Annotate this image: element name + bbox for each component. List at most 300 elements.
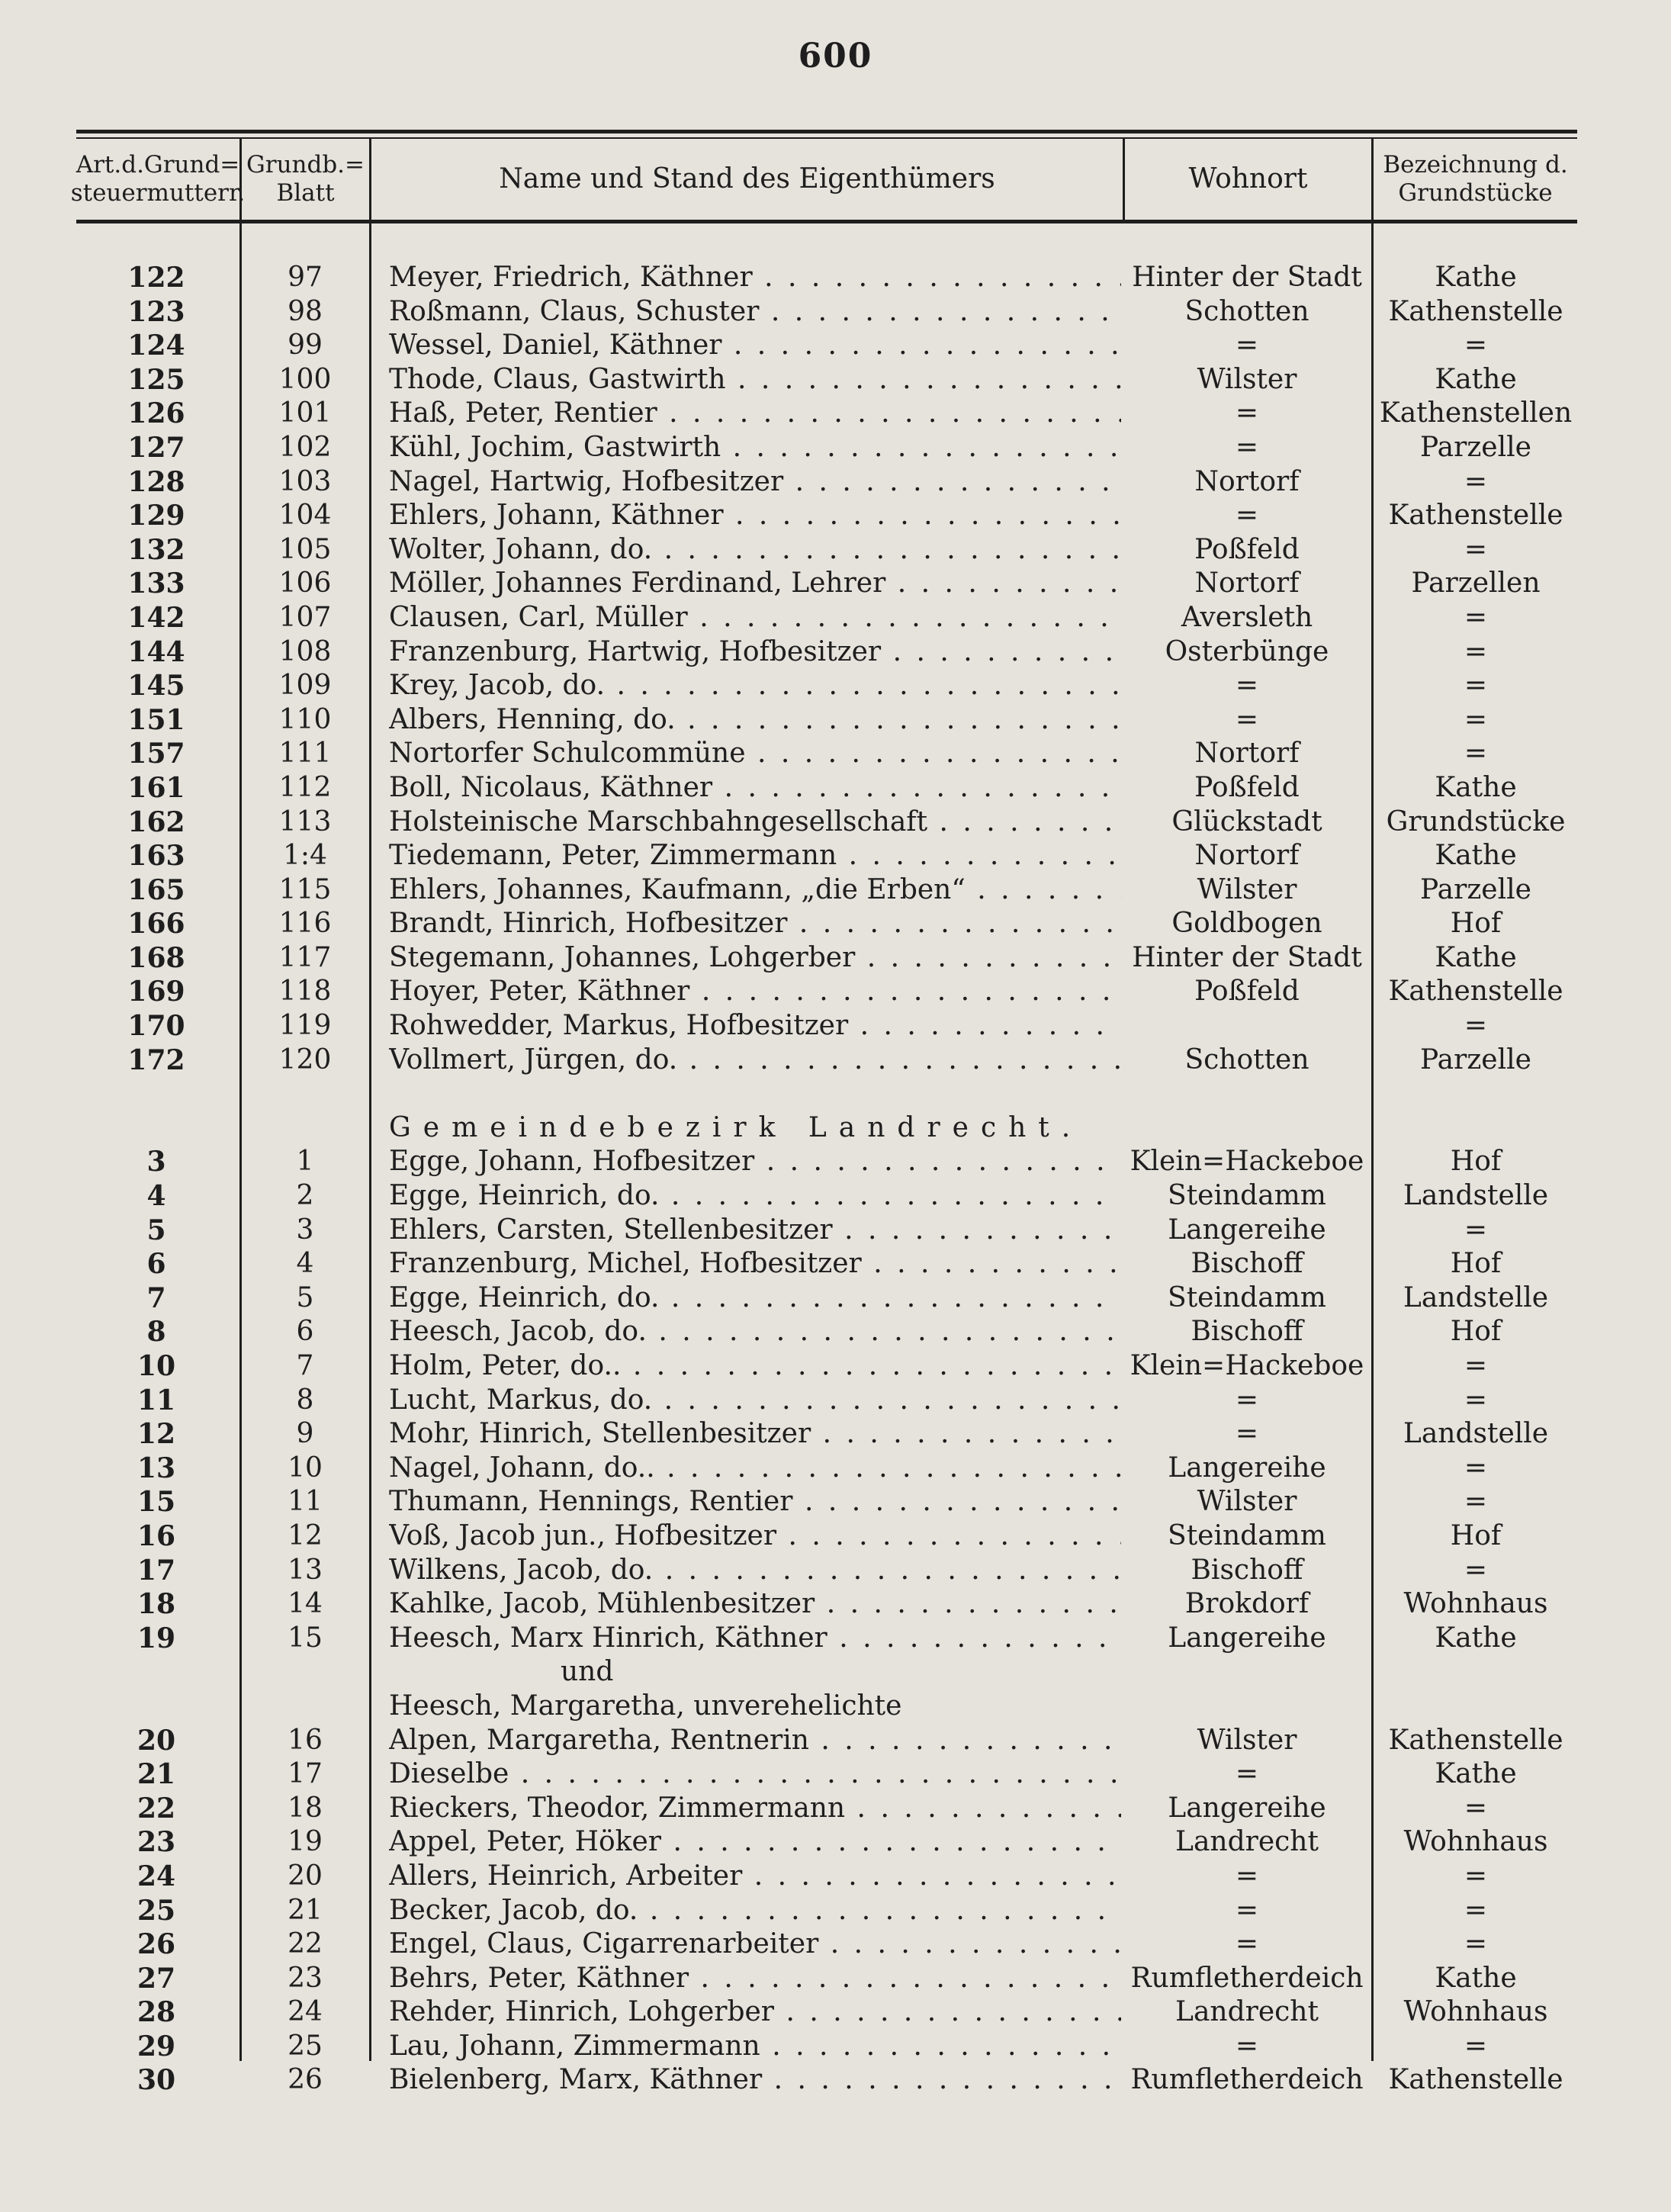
table-row — [0, 1927, 1671, 1962]
wohnort-cell: = — [1235, 431, 1259, 463]
table-row — [0, 1792, 1671, 1826]
grundbuch-blatt-cell: 98 — [288, 295, 323, 327]
art-number-cell: 27 — [137, 1962, 176, 1995]
wohnort-cell: Poßfeld — [1194, 533, 1300, 565]
table-row — [0, 261, 1671, 295]
table-row — [0, 669, 1671, 703]
wohnort-cell: Langereihe — [1168, 1452, 1326, 1484]
grundbuch-blatt-cell: 19 — [288, 1826, 323, 1858]
header-name: Name und Stand des Eigenthümers — [499, 162, 995, 195]
grundbuch-blatt-cell: 17 — [288, 1758, 323, 1790]
owner-name-cell: Franzenburg, Hartwig, Hofbesitzer . . . — [389, 635, 1121, 670]
owner-name-cell: Meyer, Friedrich, Käthner . . . — [389, 261, 1121, 295]
owner-name-cell: Holsteinische Marschbahngesellschaft . . . — [389, 805, 1121, 840]
table-row — [0, 1724, 1671, 1758]
art-number-cell: 18 — [137, 1588, 176, 1621]
owner-name-cell: Haß, Peter, Rentier . . . — [389, 397, 1121, 431]
table-row — [0, 839, 1671, 873]
art-number-cell: 161 — [127, 771, 185, 804]
table-row — [0, 703, 1671, 738]
bezeichnung-cell: = — [1464, 738, 1488, 770]
wohnort-cell: = — [1235, 1758, 1259, 1790]
table-row — [0, 363, 1671, 397]
art-number-cell: 133 — [127, 567, 185, 600]
art-number-cell: 125 — [127, 363, 185, 396]
owner-name-cell: Krey, Jacob, do. . . . — [389, 669, 1121, 703]
wohnort-cell: Schotten — [1184, 1043, 1309, 1075]
owner-name-cell: Ehlers, Johann, Käthner . . . — [389, 499, 1121, 533]
art-number-cell: 26 — [137, 1928, 176, 1961]
grundbuch-blatt-cell: 104 — [278, 500, 332, 532]
art-number-cell: 122 — [127, 262, 185, 294]
owner-name-cell: Holm, Peter, do.. . . . — [389, 1349, 1121, 1384]
table-row — [0, 1962, 1671, 1996]
wohnort-cell: Hinter der Stadt — [1132, 262, 1362, 293]
bezeichnung-cell: = — [1464, 703, 1488, 735]
wohnort-cell: Langereihe — [1168, 1622, 1326, 1654]
wohnort-cell: = — [1235, 397, 1259, 429]
art-number-cell: 132 — [127, 533, 185, 566]
art-number-cell: 172 — [127, 1043, 185, 1076]
grundbuch-blatt-cell: 105 — [278, 533, 332, 565]
grundbuch-blatt-cell: 103 — [278, 465, 332, 497]
wohnort-cell: = — [1235, 1860, 1259, 1892]
grundbuch-blatt-cell: 14 — [288, 1588, 323, 1620]
table-row — [0, 1860, 1671, 1894]
art-number-cell: 165 — [127, 873, 185, 906]
table-row — [0, 601, 1671, 635]
grundbuch-blatt-cell: 101 — [278, 397, 332, 429]
owner-name-cell: Clausen, Carl, Müller . . . — [389, 601, 1121, 635]
wohnort-cell: Langereihe — [1168, 1792, 1326, 1824]
ledger-rows — [0, 261, 1671, 2098]
grundbuch-blatt-cell: 25 — [288, 2030, 323, 2062]
bezeichnung-cell: = — [1464, 1860, 1488, 1892]
grundbuch-blatt-cell: 9 — [296, 1418, 314, 1450]
table-row — [0, 329, 1671, 363]
art-number-cell: 123 — [127, 295, 185, 328]
owner-name-cell: Allers, Heinrich, Arbeiter . . . — [389, 1860, 1121, 1894]
art-number-cell: 5 — [146, 1214, 166, 1246]
art-number-cell: 124 — [127, 330, 185, 362]
wohnort-cell: = — [1235, 330, 1259, 362]
grundbuch-blatt-cell: 108 — [278, 635, 332, 667]
bezeichnung-cell: = — [1464, 2030, 1488, 2062]
grundbuch-blatt-cell: 18 — [288, 1792, 323, 1824]
table-row — [0, 1825, 1671, 1860]
table-row — [0, 1587, 1671, 1622]
bezeichnung-cell: = — [1464, 1214, 1488, 1246]
table-row — [0, 1757, 1671, 1792]
grundbuch-blatt-cell: 10 — [288, 1452, 323, 1484]
bezeichnung-cell: Kathe — [1435, 1758, 1517, 1790]
owner-name-cell: Tiedemann, Peter, Zimmermann . . . — [389, 839, 1121, 873]
grundbuch-blatt-cell: 20 — [288, 1860, 323, 1892]
header-bottom-rule — [76, 220, 1577, 223]
grundbuch-blatt-cell: 8 — [296, 1384, 314, 1416]
table-row — [0, 1214, 1671, 1248]
bezeichnung-cell: Hof — [1450, 908, 1502, 940]
wohnort-cell — [1126, 1655, 1368, 1690]
header-top-rule — [76, 130, 1577, 133]
wohnort-cell: = — [1235, 1928, 1259, 1960]
bezeichnung-cell: Kathe — [1435, 1962, 1517, 1994]
art-number-cell: 20 — [137, 1724, 176, 1757]
table-row — [0, 465, 1671, 500]
art-number-cell: 169 — [127, 976, 185, 1008]
table-row — [0, 1622, 1671, 1656]
owner-name-cell: Rieckers, Theodor, Zimmermann . . . — [389, 1792, 1121, 1826]
table-row — [0, 431, 1671, 465]
art-number-cell: 16 — [137, 1519, 176, 1552]
bezeichnung-cell: Landstelle — [1403, 1418, 1549, 1450]
bezeichnung-cell: Grundstücke — [1386, 805, 1566, 838]
owner-name-cell: Nortorfer Schulcommüne . . . — [389, 737, 1121, 771]
bezeichnung-cell: Kathe — [1435, 363, 1517, 395]
art-number-cell: 15 — [137, 1486, 176, 1519]
bezeichnung-cell: Landstelle — [1403, 1281, 1549, 1313]
art-number-cell: 29 — [137, 2030, 176, 2062]
bezeichnung-cell: = — [1464, 1350, 1488, 1381]
art-number-cell: 129 — [127, 500, 185, 532]
art-number-cell: 11 — [137, 1384, 176, 1416]
table-row — [0, 1315, 1671, 1349]
owner-name-cell: Behrs, Peter, Käthner . . . — [389, 1962, 1121, 1996]
wohnort-cell — [1126, 1077, 1368, 1111]
table-row — [0, 1485, 1671, 1519]
wohnort-cell: Steindamm — [1168, 1519, 1326, 1551]
art-number-cell: 28 — [137, 1996, 176, 2029]
wohnort-cell: Landrecht — [1175, 1996, 1319, 2028]
wohnort-cell: Nortorf — [1194, 738, 1300, 770]
grundbuch-blatt-cell: 22 — [288, 1928, 323, 1960]
wohnort-cell: Klein=Hackeboe — [1130, 1146, 1364, 1178]
art-number-cell: 151 — [127, 703, 185, 736]
art-number-cell: 170 — [127, 1010, 185, 1043]
grundbuch-blatt-cell — [243, 1111, 368, 1146]
wohnort-cell: Klein=Hackeboe — [1130, 1350, 1364, 1381]
grundbuch-blatt-cell: 110 — [278, 703, 332, 735]
bezeichnung-cell: = — [1464, 601, 1488, 633]
art-number-cell: 22 — [137, 1792, 176, 1825]
owner-name-cell: Thode, Claus, Gastwirth . . . — [389, 363, 1121, 397]
bezeichnung-cell: Kathenstelle — [1388, 1724, 1563, 1756]
owner-name-cell: Hoyer, Peter, Käthner . . . — [389, 975, 1121, 1009]
wohnort-cell: Nortorf — [1194, 465, 1300, 497]
owner-name-cell: Alpen, Margaretha, Rentnerin . . . — [389, 1724, 1121, 1758]
owner-name-cell: Lau, Johann, Zimmermann . . . — [389, 2030, 1121, 2064]
bezeichnung-cell: Wohnhaus — [1403, 1826, 1548, 1858]
owner-name-cell: Bielenberg, Marx, Käthner . . . — [389, 2063, 1121, 2098]
wohnort-cell: Langereihe — [1168, 1214, 1326, 1246]
grundbuch-blatt-cell: 106 — [278, 567, 332, 600]
grundbuch-blatt-cell: 107 — [278, 601, 332, 633]
table-row — [0, 1690, 1671, 1724]
owner-name-cell: Egge, Heinrich, do. . . . — [389, 1179, 1121, 1214]
art-number-cell: 157 — [127, 738, 185, 770]
owner-name-cell: Kühl, Jochim, Gastwirth . . . — [389, 431, 1121, 465]
bezeichnung-cell: = — [1464, 1792, 1488, 1824]
wohnort-cell: Osterbünge — [1165, 635, 1329, 667]
table-row — [0, 873, 1671, 908]
table-row — [0, 941, 1671, 976]
grundbuch-blatt-cell: 97 — [288, 262, 323, 293]
wohnort-cell: Steindamm — [1168, 1180, 1326, 1212]
table-row — [0, 771, 1671, 805]
wohnort-cell: Hinter der Stadt — [1132, 941, 1362, 973]
owner-name-cell: Egge, Heinrich, do. . . . — [389, 1281, 1121, 1316]
wohnort-cell: Poßfeld — [1194, 976, 1300, 1008]
bezeichnung-cell: Landstelle — [1403, 1180, 1549, 1212]
table-row — [0, 1417, 1671, 1452]
bezeichnung-cell: Parzellen — [1411, 567, 1541, 600]
art-number-cell: 25 — [137, 1894, 176, 1927]
bezeichnung-cell — [1376, 1690, 1576, 1724]
owner-name-cell: Engel, Claus, Cigarrenarbeiter . . . — [389, 1927, 1121, 1962]
wohnort-cell — [1126, 1111, 1368, 1146]
grundbuch-blatt-cell: 118 — [278, 976, 332, 1008]
table-row — [0, 1452, 1671, 1486]
grundbuch-blatt-cell: 16 — [288, 1724, 323, 1756]
table-row — [0, 499, 1671, 533]
art-number-cell: 168 — [127, 941, 185, 974]
art-number-cell: 17 — [137, 1554, 176, 1587]
bezeichnung-cell: = — [1464, 1928, 1488, 1960]
bezeichnung-cell: Kathe — [1435, 771, 1517, 803]
wohnort-cell: = — [1235, 1894, 1259, 1926]
grundbuch-blatt-cell — [243, 1655, 368, 1690]
table-row — [0, 1145, 1671, 1179]
wohnort-cell: Rumfletherdeich — [1130, 1962, 1364, 1994]
bezeichnung-cell: Hof — [1450, 1146, 1502, 1178]
bezeichnung-cell: Kathe — [1435, 262, 1517, 293]
grundbuch-blatt-cell: 4 — [296, 1248, 314, 1280]
grundbuch-blatt-cell: 111 — [278, 738, 332, 770]
table-row — [0, 1043, 1671, 1078]
owner-name-cell: Ehlers, Johannes, Kaufmann, „die Erben“ . . . — [389, 873, 1121, 908]
grundbuch-blatt-cell: 11 — [288, 1486, 323, 1518]
grundbuch-blatt-cell: 7 — [296, 1350, 314, 1381]
art-number-cell: 21 — [137, 1758, 176, 1791]
owner-name-cell: Rohwedder, Markus, Hofbesitzer . . . — [389, 1009, 1121, 1043]
table-row — [0, 1655, 1671, 1690]
owner-name-cell: Stegemann, Johannes, Lohgerber . . . — [389, 941, 1121, 976]
wohnort-cell: Landrecht — [1175, 1826, 1319, 1858]
bezeichnung-cell: = — [1464, 1384, 1488, 1416]
bezeichnung-cell: Hof — [1450, 1316, 1502, 1348]
bezeichnung-cell — [1376, 1655, 1576, 1690]
grundbuch-blatt-cell: 21 — [288, 1894, 323, 1926]
art-number-cell: 3 — [146, 1146, 166, 1178]
table-row — [0, 1995, 1671, 2030]
owner-name-cell: Mohr, Hinrich, Stellenbesitzer . . . — [389, 1417, 1121, 1452]
bezeichnung-cell: = — [1464, 1486, 1488, 1518]
art-number-cell: 4 — [146, 1180, 166, 1213]
table-row — [0, 907, 1671, 941]
bezeichnung-cell: Kathenstellen — [1379, 397, 1573, 429]
owner-name-cell: Ehlers, Carsten, Stellenbesitzer . . . — [389, 1214, 1121, 1248]
owner-name-cell: Dieselbe . . . — [389, 1757, 1121, 1792]
grundbuch-blatt-cell: 26 — [288, 2064, 323, 2096]
art-number-cell: 6 — [146, 1248, 166, 1281]
owner-name-cell: Becker, Jacob, do. . . . — [389, 1894, 1121, 1928]
art-number-cell: 24 — [137, 1860, 176, 1892]
table-row — [0, 567, 1671, 601]
owner-name-cell: Nagel, Hartwig, Hofbesitzer . . . — [389, 465, 1121, 500]
bezeichnung-cell: = — [1464, 635, 1488, 667]
grundbuch-blatt-cell: 12 — [288, 1519, 323, 1551]
owner-name-cell: Egge, Johann, Hofbesitzer . . . — [389, 1145, 1121, 1179]
wohnort-cell: Brokdorf — [1184, 1588, 1309, 1620]
bezeichnung-cell: = — [1464, 1554, 1488, 1586]
wohnort-cell: Schotten — [1184, 295, 1309, 327]
grundbuch-blatt-cell: 113 — [278, 805, 332, 838]
wohnort-cell: = — [1235, 500, 1259, 532]
table-row — [0, 805, 1671, 840]
wohnort-cell: Nortorf — [1194, 567, 1300, 600]
art-number-cell: 10 — [137, 1350, 176, 1382]
wohnort-cell: Rumfletherdeich — [1130, 2064, 1364, 2096]
bezeichnung-cell: Parzelle — [1420, 1043, 1531, 1075]
wohnort-cell — [1126, 1009, 1368, 1043]
owner-name-cell: Kahlke, Jacob, Mühlenbesitzer . . . — [389, 1587, 1121, 1622]
art-number-cell: 12 — [137, 1418, 176, 1451]
bezeichnung-cell: Kathenstelle — [1388, 295, 1563, 327]
wohnort-cell: = — [1235, 670, 1259, 702]
table-row — [0, 1077, 1671, 1111]
art-number-cell — [76, 1111, 236, 1146]
grundbuch-blatt-cell: 24 — [288, 1996, 323, 2028]
owner-name-cell: Boll, Nicolaus, Käthner . . . — [389, 771, 1121, 805]
bezeichnung-cell: Hof — [1450, 1248, 1502, 1280]
bezeichnung-cell: = — [1464, 330, 1488, 362]
bezeichnung-cell: Parzelle — [1420, 873, 1531, 905]
grundbuch-blatt-cell: 1 — [296, 1146, 314, 1178]
bezeichnung-cell: = — [1464, 533, 1488, 565]
grundbuch-blatt-cell — [243, 1077, 368, 1111]
grundbuch-blatt-cell: 15 — [288, 1622, 323, 1654]
owner-name-cell: Lucht, Markus, do. . . . — [389, 1384, 1121, 1418]
table-row — [0, 1519, 1671, 1554]
grundbuch-blatt-cell: 112 — [278, 771, 332, 803]
section-heading-row — [0, 1111, 1671, 1146]
owner-name-cell: Wilkens, Jacob, do. . . . — [389, 1554, 1121, 1588]
owner-name-cell: Heesch, Jacob, do. . . . — [389, 1315, 1121, 1349]
owner-name-cell: Heesch, Margaretha, unverehelichte — [389, 1690, 902, 1722]
owner-name-cell: Brandt, Hinrich, Hofbesitzer . . . — [389, 907, 1121, 941]
bezeichnung-cell: Wohnhaus — [1403, 1588, 1548, 1620]
bezeichnung-cell — [1376, 1111, 1576, 1146]
owner-name-cell: Franzenburg, Michel, Hofbesitzer . . . — [389, 1247, 1121, 1281]
bezeichnung-cell: Wohnhaus — [1403, 1996, 1548, 2028]
grundbuch-blatt-cell: 13 — [288, 1554, 323, 1586]
table-row — [0, 2030, 1671, 2064]
bezeichnung-cell: Kathenstelle — [1388, 500, 1563, 532]
owner-name-cell: Wolter, Johann, do. . . . — [389, 533, 1121, 567]
art-number-cell: 163 — [127, 840, 185, 873]
owner-name-cell: Appel, Peter, Höker . . . — [389, 1825, 1121, 1860]
art-number-cell: 23 — [137, 1826, 176, 1859]
table-row — [0, 2063, 1671, 2098]
wohnort-cell: Steindamm — [1168, 1281, 1326, 1313]
bezeichnung-cell: Kathenstelle — [1388, 2064, 1563, 2096]
art-number-cell: 126 — [127, 397, 185, 430]
art-number-cell: 144 — [127, 635, 185, 668]
grundbuch-blatt-cell: 23 — [288, 1962, 323, 1994]
art-number-cell: 13 — [137, 1452, 176, 1484]
grundbuch-blatt-cell: 116 — [278, 908, 332, 940]
art-number-cell: 7 — [146, 1281, 166, 1314]
wohnort-cell: Wilster — [1197, 1486, 1297, 1518]
table-row — [0, 1247, 1671, 1281]
wohnort-cell: Wilster — [1197, 873, 1297, 905]
table-row — [0, 737, 1671, 771]
wohnort-cell: Bischoff — [1191, 1316, 1303, 1348]
table-row — [0, 533, 1671, 567]
table-row — [0, 1349, 1671, 1384]
grundbuch-blatt-cell: 119 — [278, 1010, 332, 1042]
table-row — [0, 397, 1671, 431]
bezeichnung-cell: = — [1464, 1010, 1488, 1042]
owner-name-cell: Vollmert, Jürgen, do. . . . — [389, 1043, 1121, 1078]
grundbuch-blatt-cell: 5 — [296, 1281, 314, 1313]
owner-name-cell: Roßmann, Claus, Schuster . . . — [389, 295, 1121, 330]
art-number-cell: 166 — [127, 908, 185, 940]
page-number: 600 — [798, 37, 873, 76]
bezeichnung-cell: Parzelle — [1420, 431, 1531, 463]
wohnort-cell — [1126, 1690, 1368, 1724]
art-number-cell: 8 — [146, 1316, 166, 1349]
art-number-cell: 162 — [127, 805, 185, 838]
grundbuch-blatt-cell: 109 — [278, 670, 332, 702]
bezeichnung-cell: = — [1464, 465, 1488, 497]
table-row — [0, 635, 1671, 670]
bezeichnung-cell: = — [1464, 1894, 1488, 1926]
art-number-cell — [76, 1655, 236, 1690]
wohnort-cell: = — [1235, 703, 1259, 735]
owner-name-cell: Nagel, Johann, do.. . . . — [389, 1452, 1121, 1486]
art-number-cell: 127 — [127, 431, 185, 464]
grundbuch-blatt-cell: 99 — [288, 330, 323, 362]
art-number-cell — [76, 1077, 236, 1111]
table-row — [0, 1009, 1671, 1043]
bezeichnung-cell: = — [1464, 1452, 1488, 1484]
art-number-cell: 142 — [127, 601, 185, 634]
wohnort-cell: Nortorf — [1194, 840, 1300, 872]
bezeichnung-cell: Hof — [1450, 1519, 1502, 1551]
bezeichnung-cell: = — [1464, 670, 1488, 702]
wohnort-cell: Aversleth — [1181, 601, 1313, 633]
grundbuch-blatt-cell: 1:4 — [283, 840, 327, 872]
wohnort-cell: Glückstadt — [1171, 805, 1322, 838]
art-number-cell — [76, 1690, 236, 1724]
owner-name-cell: Rehder, Hinrich, Lohgerber . . . — [389, 1995, 1121, 2030]
wohnort-cell: Wilster — [1197, 363, 1297, 395]
grundbuch-blatt-cell: 100 — [278, 363, 332, 395]
owner-name-cell: Wessel, Daniel, Käthner . . . — [389, 329, 1121, 363]
wohnort-cell: Bischoff — [1191, 1248, 1303, 1280]
art-number-cell: 19 — [137, 1622, 176, 1654]
table-row — [0, 1281, 1671, 1316]
owner-name-cell: Möller, Johannes Ferdinand, Lehrer . . . — [389, 567, 1121, 601]
bezeichnung-cell: Kathe — [1435, 840, 1517, 872]
grundbuch-blatt-cell: 117 — [278, 941, 332, 973]
owner-name-cell: Gemeindebezirk Landrecht. — [389, 1111, 1083, 1143]
table-row — [0, 295, 1671, 330]
table-row — [0, 1554, 1671, 1588]
header-wohnort: Wohnort — [1188, 162, 1308, 195]
owner-name-cell: Voß, Jacob jun., Hofbesitzer . . . — [389, 1519, 1121, 1554]
